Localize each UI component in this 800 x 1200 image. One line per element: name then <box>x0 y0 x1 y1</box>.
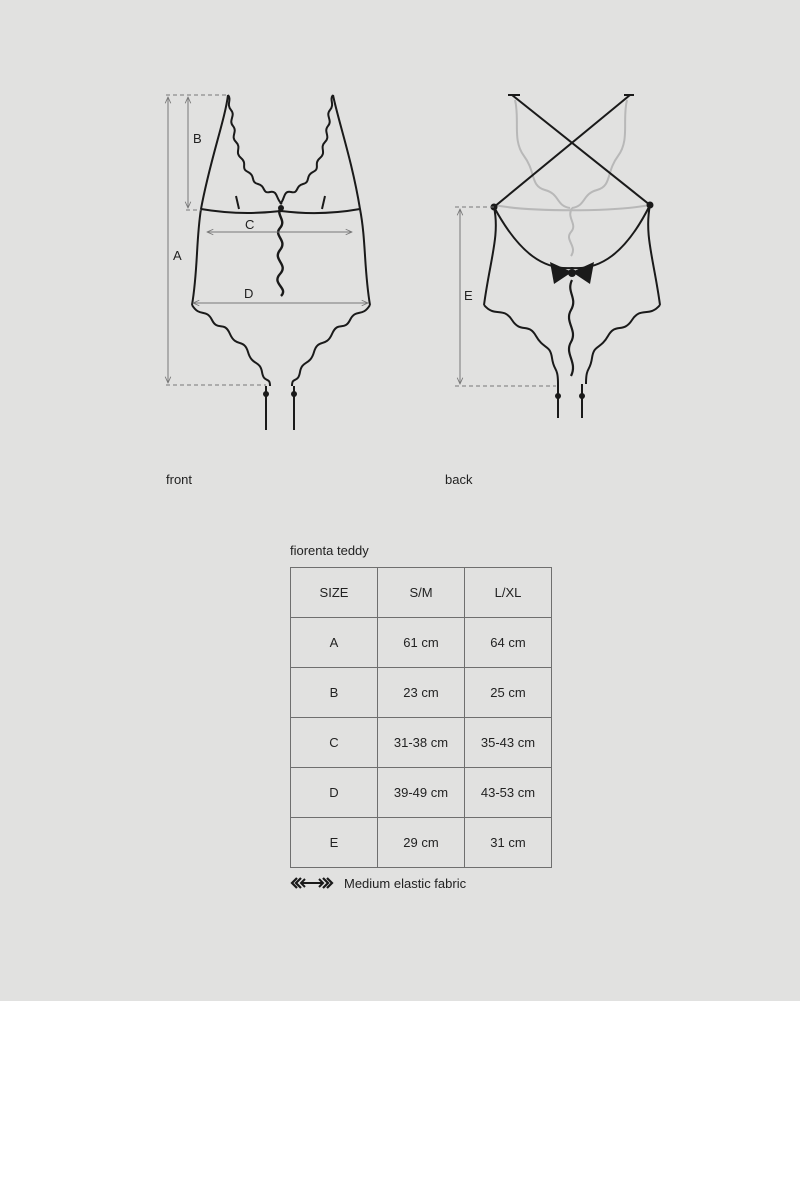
stretch-arrows-icon <box>290 876 334 890</box>
table-row <box>291 818 552 868</box>
front-caption: front <box>166 472 193 487</box>
size-table <box>290 567 552 868</box>
dim-label-e: E <box>464 288 473 303</box>
value-cell: 35-43 cm <box>465 718 552 768</box>
row-label-cell: B <box>291 668 378 718</box>
header-cell: S/M <box>378 568 465 618</box>
front-view <box>192 95 370 430</box>
value-cell: 64 cm <box>465 618 552 668</box>
table-row <box>291 718 552 768</box>
row-label-cell: C <box>291 718 378 768</box>
table-row <box>291 768 552 818</box>
product-title: fiorenta teddy <box>290 543 369 558</box>
table-row <box>291 668 552 718</box>
row-label-cell: D <box>291 768 378 818</box>
value-cell: 31-38 cm <box>378 718 465 768</box>
header-cell: L/XL <box>465 568 552 618</box>
table-row <box>291 618 552 668</box>
table-header-row <box>291 568 552 618</box>
value-cell: 29 cm <box>378 818 465 868</box>
dim-label-c: C <box>245 217 255 232</box>
value-cell: 31 cm <box>465 818 552 868</box>
header-cell: SIZE <box>291 568 378 618</box>
value-cell: 43-53 cm <box>465 768 552 818</box>
dim-label-b: B <box>193 131 202 146</box>
value-cell: 61 cm <box>378 618 465 668</box>
value-cell: 25 cm <box>465 668 552 718</box>
garment-illustration <box>0 0 800 460</box>
row-label-cell: A <box>291 618 378 668</box>
back-view <box>484 95 660 418</box>
dim-label-d: D <box>244 286 254 301</box>
fabric-label: Medium elastic fabric <box>344 875 467 891</box>
dim-label-a: A <box>173 248 182 263</box>
value-cell: 39-49 cm <box>378 768 465 818</box>
row-label-cell: E <box>291 818 378 868</box>
value-cell: 23 cm <box>378 668 465 718</box>
fabric-note <box>290 874 466 892</box>
back-caption: back <box>445 472 473 487</box>
